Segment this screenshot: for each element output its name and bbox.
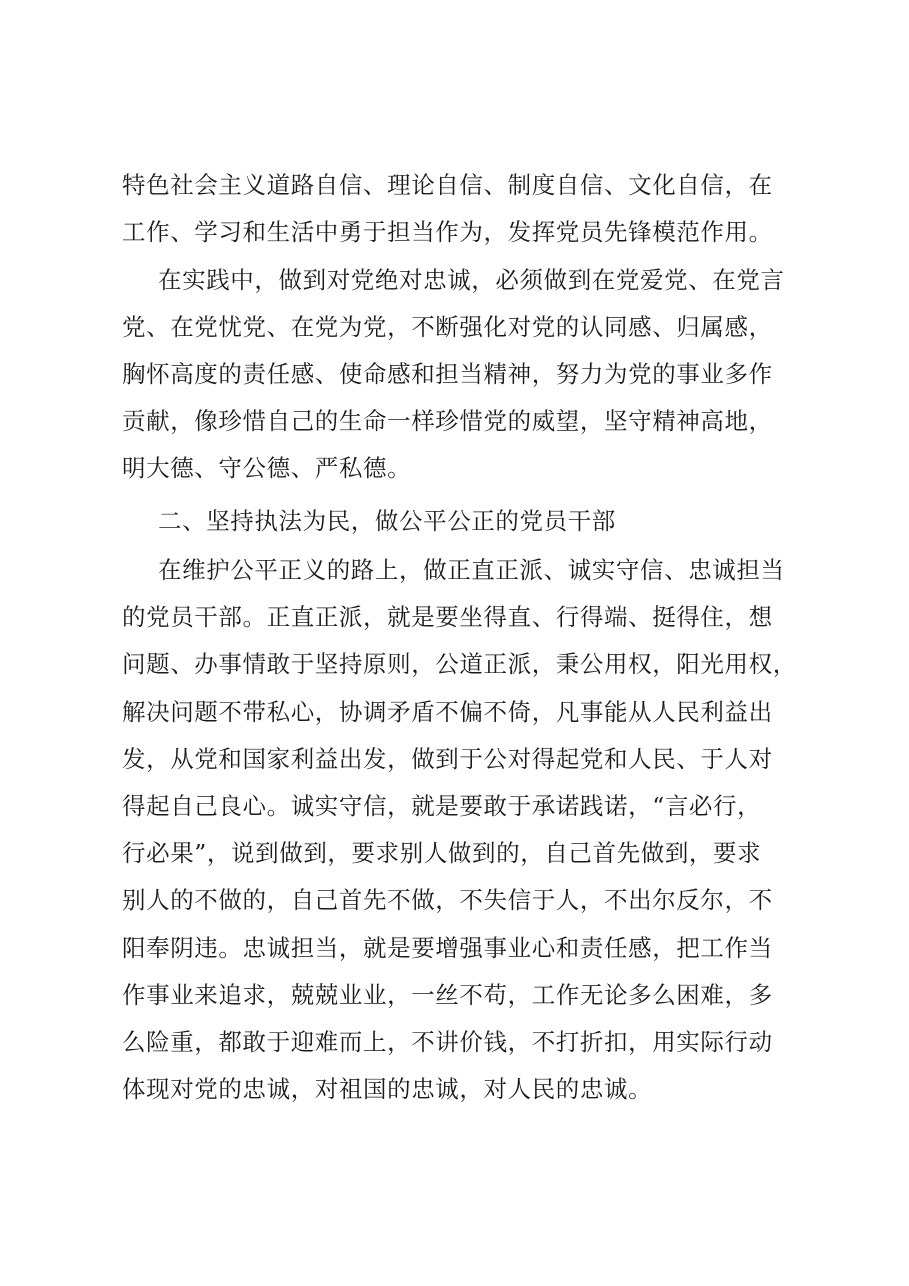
section-heading: 二、坚持执法为民，做公平公正的党员干部 <box>158 507 616 535</box>
paragraph-line: 别人的不做的，自己首先不做，不失信于人，不出尔反尔，不 <box>122 886 773 914</box>
paragraph-line: 行必果”，说到做到，要求别人做到的，自己首先做到，要求 <box>122 839 762 867</box>
paragraph-first-line: 在实践中，做到对党绝对忠诚，必须做到在党爱党、在党言 <box>158 266 785 294</box>
paragraph-line: 贡献，像珍惜自己的生命一样珍惜党的威望，坚守精神高地， <box>122 407 773 435</box>
paragraph-line: 作事业来追求，兢兢业业，一丝不苟，工作无论多么困难，多 <box>122 981 773 1009</box>
paragraph-line: 么险重，都敢于迎难而上，不讲价钱，不打折扣，用实际行动 <box>122 1028 773 1056</box>
paragraph-line: 问题、办事情敢于坚持原则，公道正派，秉公用权，阳光用权， <box>122 650 797 678</box>
paragraph-line: 阳奉阴违。忠诚担当，就是要增强事业心和责任感，把工作当 <box>122 934 773 962</box>
paragraph-line: 体现对党的忠诚，对祖国的忠诚，对人民的忠诚。 <box>122 1075 653 1103</box>
paragraph-line: 工作、学习和生活中勇于担当作为，发挥党员先锋模范作用。 <box>122 218 773 246</box>
paragraph-line: 的党员干部。正直正派，就是要坐得直、行得端、挺得住，想 <box>122 603 773 631</box>
paragraph-line: 党、在党忧党、在党为党，不断强化对党的认同感、归属感， <box>122 313 773 341</box>
paragraph-first-line: 在维护公平正义的路上，做正直正派、诚实守信、忠诚担当 <box>158 556 785 584</box>
paragraph-line: 特色社会主义道路自信、理论自信、制度自信、文化自信，在 <box>122 171 773 199</box>
paragraph-line: 发，从党和国家利益出发，做到于公对得起党和人民、于人对 <box>122 745 773 773</box>
paragraph-line: 解决问题不带私心，协调矛盾不偏不倚，凡事能从人民利益出 <box>122 698 773 726</box>
paragraph-line: 得起自己良心。诚实守信，就是要敢于承诺践诺，“言必行， <box>122 792 762 820</box>
paragraph-line: 明大德、守公德、严私德。 <box>122 454 412 482</box>
paragraph-line: 胸怀高度的责任感、使命感和担当精神，努力为党的事业多作 <box>122 360 773 388</box>
